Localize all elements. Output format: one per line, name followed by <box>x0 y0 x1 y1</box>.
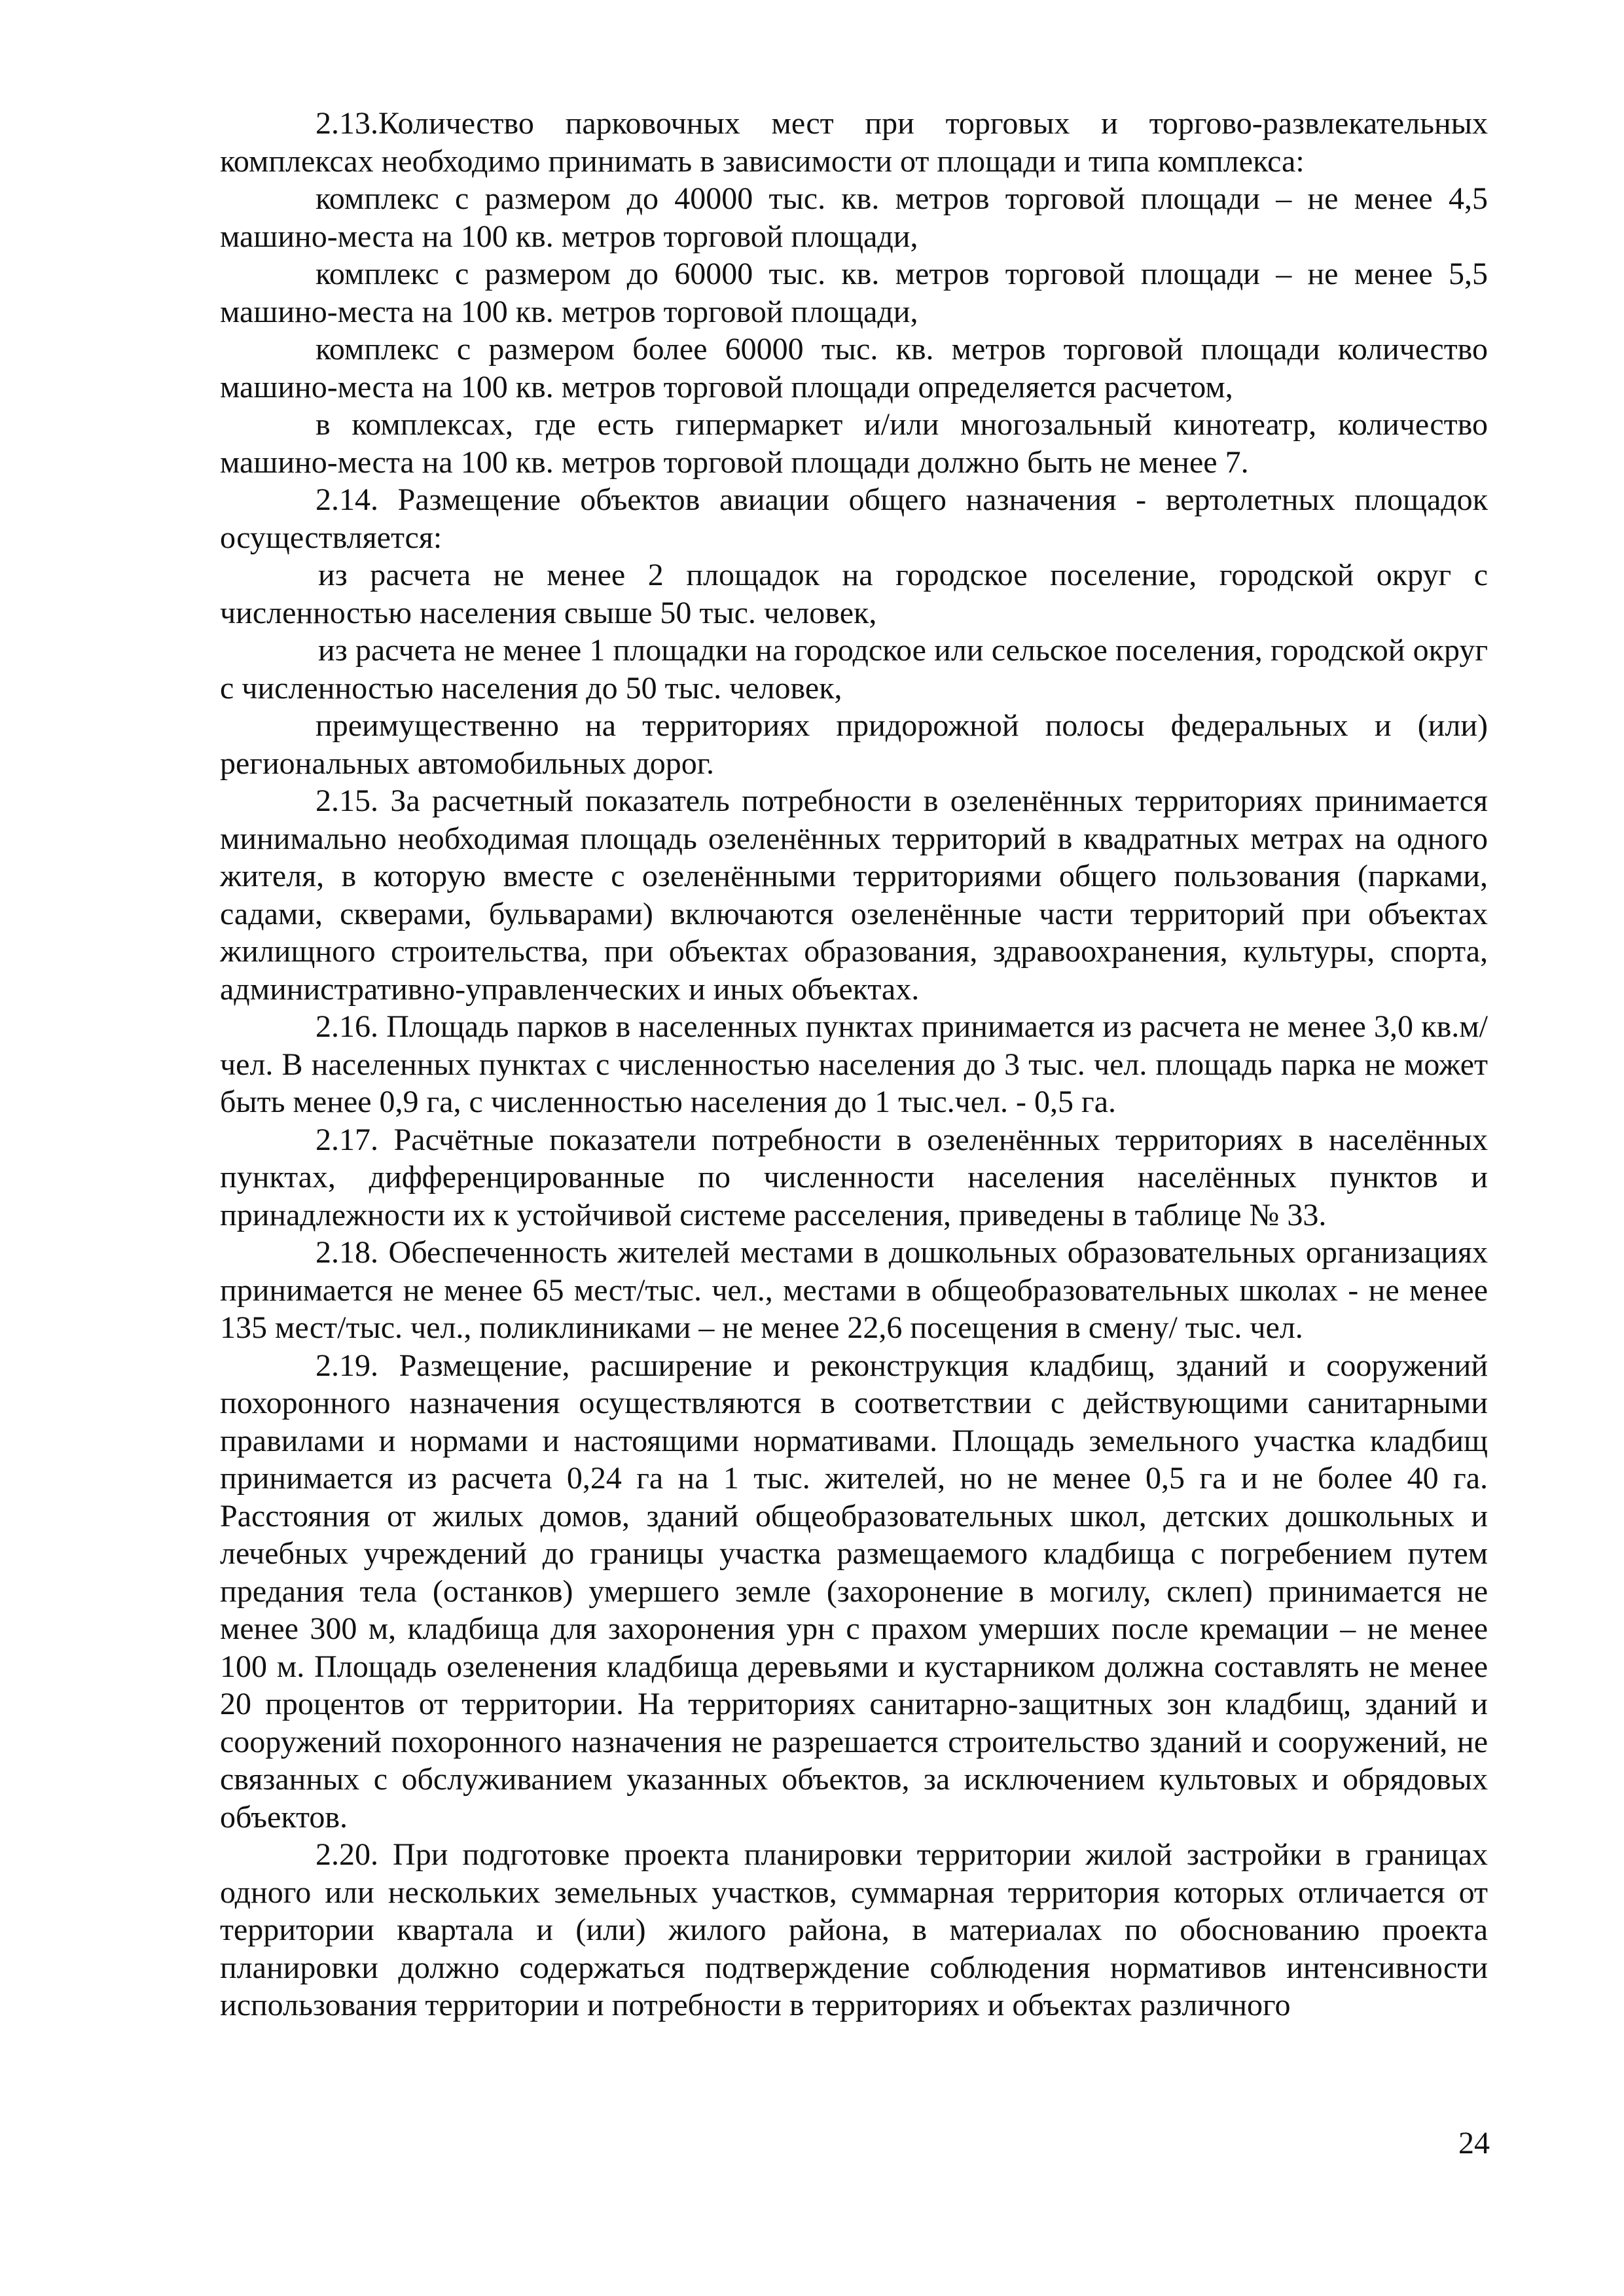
list-item-heliports-under-50k: из расчета не менее 1 площадки на городское или сельское поселения, городской округ с численностью населения до 50 тыс. человек, <box>220 633 1488 706</box>
document-page <box>220 105 1488 2024</box>
list-item-roadside: преимущественно на территориях придорожной полосы федеральных и (или) региональных автомобильных дорог. <box>220 708 1488 781</box>
paragraph-2-20: 2.20. При подготовке проекта планировки территории жилой застройки в границах одного или нескольких земельных участков, суммарная территория которых отличается от территории квартала и (или) жилого района, в материалах по обоснованию проекта планировки должно содержаться подтверждение соблюдения нормативов интенсивности использования территории и потребности в территориях и объектах различного <box>220 1837 1488 2022</box>
paragraph-2-15: 2.15. За расчетный показатель потребности в озеленённых территориях принимается минимально необходимая площадь озеленённых территорий в квадратных метрах на одного жителя, в которую вместе с озеленёнными территориями общего пользования (парками, садами, скверами, бульварами) включаются озеленённые части территорий при объектах жилищного строительства, при объектах образования, здравоохранения, культуры, спорта, административно-управленческих и иных объектах. <box>220 783 1488 1007</box>
list-item-complex-60000: комплекс с размером до 60000 тыс. кв. метров торговой площади – не менее 5,5 машино-места на 100 кв. метров торговой площади, <box>220 257 1488 329</box>
paragraph-2-14: 2.14. Размещение объектов авиации общего назначения - вертолетных площадок осуществляется: <box>220 482 1488 555</box>
paragraph-2-16: 2.16. Площадь парков в населенных пунктах принимается из расчета не менее 3,0 кв.м/чел. В населенных пунктах с численностью населения до 3 тыс. чел. площадь парка не может быть менее 0,9 га, с численностью населения до 1 тыс.чел. - 0,5 га. <box>220 1009 1488 1119</box>
paragraph-2-13: 2.13.Количество парковочных мест при торговых и торгово-развлекательных комплексах необходимо принимать в зависимости от площади и типа комплекса: <box>220 106 1488 179</box>
list-item-heliports-over-50k: из расчета не менее 2 площадок на городское поселение, городской округ с численностью населения свыше 50 тыс. человек, <box>220 558 1488 630</box>
paragraph-2-19: 2.19. Размещение, расширение и реконструкция кладбищ, зданий и сооружений похоронного назначения осуществляются в соответствии с действующими санитарными правилами и нормами и настоящими нормативами. Площадь земельного участка кладбищ принимается из расчета 0,24 га на 1 тыс. жителей, но не менее 0,5 га и не более 40 га. Расстояния от жилых домов, зданий общеобразовательных школ, детских дошкольных и лечебных учреждений до границы участка размещаемого кладбища с погребением путем предания тела (останков) умершего земле (захоронение в могилу, склеп) принимается не менее 300 м, кладбища для захоронения урн с прахом умерших после кремации – не менее 100 м. Площадь озеленения кладбища деревьями и кустарником должна составлять не менее 20 процентов от территории. На территориях санитарно-защитных зон кладбищ, зданий и сооружений похоронного назначения не разрешается строительство зданий и сооружений, не связанных с обслуживанием указанных объектов, за исключением культовых и обрядовых объектов. <box>220 1348 1488 1835</box>
list-item-complex-over-60000: комплекс с размером более 60000 тыс. кв. метров торговой площади количество машино-места на 100 кв. метров торговой площади определяется расчетом, <box>220 332 1488 404</box>
paragraph-2-18: 2.18. Обеспеченность жителей местами в дошкольных образовательных организациях принимается не менее 65 мест/тыс. чел., местами в общеобразовательных школах - не менее 135 мест/тыс. чел., поликлиниками – не менее 22,6 посещения в смену/ тыс. чел. <box>220 1235 1488 1345</box>
list-item-complex-40000: комплекс с размером до 40000 тыс. кв. метров торговой площади – не менее 4,5 машино-места на 100 кв. метров торговой площади, <box>220 181 1488 254</box>
list-item-hypermarket: в комплексах, где есть гипермаркет и/или многозальный кинотеатр, количество машино-места на 100 кв. метров торговой площади должно быть не менее 7. <box>220 407 1488 480</box>
paragraph-2-17: 2.17. Расчётные показатели потребности в озеленённых территориях в населённых пунктах, дифференцированные по численности населения населённых пунктов и принадлежности их к устойчивой системе расселения, приведены в таблице № 33. <box>220 1122 1488 1232</box>
page-number: 24 <box>1458 2126 1490 2161</box>
